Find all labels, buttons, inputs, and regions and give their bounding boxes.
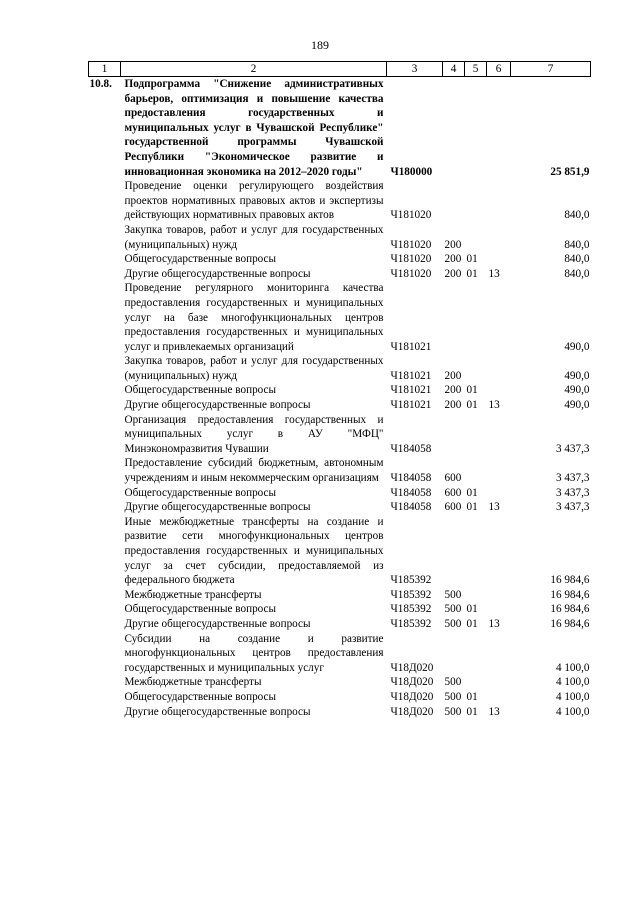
- row-name: Другие общегосударственные вопросы: [124, 501, 311, 514]
- row-expense-type: 500: [444, 603, 462, 616]
- row-amount: 4 100,0: [555, 705, 590, 718]
- row-amount: 25 851,9: [550, 165, 590, 178]
- budget-table: [88, 61, 591, 719]
- row-number: [89, 413, 121, 457]
- table-row: [89, 398, 591, 413]
- row-number: [89, 632, 121, 676]
- row-amount: 840,0: [564, 238, 590, 251]
- row-subsection: 13: [488, 705, 500, 718]
- row-amount: 490,0: [564, 399, 590, 412]
- row-target-code: Ч181021: [390, 399, 432, 412]
- table-row: [89, 602, 591, 617]
- row-name: Межбюджетные трансферты: [124, 588, 262, 601]
- row-subsection: [487, 252, 511, 267]
- row-expense-type: 600: [444, 501, 462, 514]
- row-section: 01: [466, 705, 478, 718]
- column-number-header: [89, 62, 591, 77]
- row-subsection: [487, 486, 511, 501]
- row-number: [89, 252, 121, 267]
- table-row: [89, 486, 591, 501]
- row-number: [89, 223, 121, 252]
- row-name: Другие общегосударственные вопросы: [124, 267, 311, 280]
- table-row: [89, 252, 591, 267]
- row-subsection: [487, 675, 511, 690]
- row-name: Общегосударственные вопросы: [124, 603, 277, 616]
- row-target-code: Ч181021: [390, 340, 432, 353]
- row-section: [465, 281, 487, 354]
- row-amount: 490,0: [564, 384, 590, 397]
- table-row: [89, 179, 591, 223]
- column-header: 7: [511, 62, 591, 77]
- page-number: 189: [311, 38, 329, 52]
- row-target-code: Ч185392: [390, 574, 432, 587]
- row-subsection: [487, 515, 511, 588]
- row-subsection: [487, 588, 511, 603]
- row-expense-type: 200: [444, 267, 462, 280]
- row-expense-type: 500: [444, 617, 462, 630]
- row-expense-type: [443, 515, 465, 588]
- row-name: Другие общегосударственные вопросы: [124, 399, 311, 412]
- row-section: 01: [466, 690, 478, 703]
- row-target-code: Ч18Д020: [390, 690, 434, 703]
- row-amount: 4 100,0: [555, 676, 590, 689]
- row-number: [89, 602, 121, 617]
- row-section: [465, 675, 487, 690]
- row-target-code: Ч181020: [390, 267, 432, 280]
- table-row: [89, 223, 591, 252]
- row-subsection: [487, 413, 511, 457]
- table-row: [89, 705, 591, 720]
- row-expense-type: [443, 281, 465, 354]
- row-amount: 16 984,6: [550, 617, 590, 630]
- row-section: 01: [466, 486, 478, 499]
- row-amount: 3 437,3: [555, 501, 590, 514]
- row-expense-type: [443, 77, 465, 180]
- row-section: [465, 413, 487, 457]
- row-number: [89, 675, 121, 690]
- row-section: [465, 77, 487, 180]
- row-amount: 3 437,3: [555, 472, 590, 485]
- column-header: 3: [387, 62, 443, 77]
- row-section: 01: [466, 603, 478, 616]
- column-header: 6: [487, 62, 511, 77]
- row-name: Проведение оценки регулирующего воздействия проектов нормативных правовых актов и экспертизы действующих нормативных правовых актов: [124, 180, 384, 222]
- column-header: 4: [443, 62, 465, 77]
- table-row: [89, 617, 591, 632]
- row-section: 01: [466, 267, 478, 280]
- row-target-code: Ч181020: [390, 209, 432, 222]
- row-number: 10.8.: [89, 78, 112, 90]
- table-row: [89, 690, 591, 705]
- row-name: Организация предоставления государственных и муниципальных услуг в АУ "МФЦ" Минэкономразвития Чувашии: [124, 413, 384, 455]
- table-row: [89, 515, 591, 588]
- column-header: 2: [121, 62, 387, 77]
- table-row: [89, 588, 591, 603]
- row-target-code: Ч181020: [390, 253, 432, 266]
- row-subsection: [487, 77, 511, 180]
- row-name: Межбюджетные трансферты: [124, 676, 262, 689]
- table-row: [89, 354, 591, 383]
- row-target-code: Ч181021: [390, 369, 432, 382]
- row-number: [89, 456, 121, 485]
- row-number: [89, 500, 121, 515]
- row-expense-type: [443, 179, 465, 223]
- table-row: [89, 383, 591, 398]
- row-amount: 840,0: [564, 253, 590, 266]
- row-section: [465, 179, 487, 223]
- row-number: [89, 179, 121, 223]
- row-subsection: [487, 281, 511, 354]
- row-target-code: Ч185392: [390, 588, 432, 601]
- row-expense-type: 500: [444, 705, 462, 718]
- row-subsection: 13: [488, 617, 500, 630]
- row-number: [89, 588, 121, 603]
- row-name: Иные межбюджетные трансферты на создание и развитие сети многофункциональных центров предоставления государственных и муниципальных услуг за счет субсидии, предоставляемой из федерального бюджета: [124, 515, 384, 587]
- row-subsection: [487, 179, 511, 223]
- row-section: 01: [466, 501, 478, 514]
- row-section: 01: [466, 384, 478, 397]
- row-amount: 16 984,6: [550, 603, 590, 616]
- row-number: [89, 267, 121, 282]
- row-section: [465, 456, 487, 485]
- row-subsection: [487, 690, 511, 705]
- table-row: [89, 267, 591, 282]
- row-amount: 490,0: [564, 369, 590, 382]
- row-name: Предоставление субсидий бюджетным, автономным учреждениям и иным некоммерческим организациям: [124, 457, 384, 485]
- row-target-code: Ч18Д020: [390, 676, 434, 689]
- row-target-code: Ч184058: [390, 501, 432, 514]
- row-amount: 490,0: [564, 340, 590, 353]
- row-name: Общегосударственные вопросы: [124, 384, 277, 397]
- row-target-code: Ч184058: [390, 472, 432, 485]
- row-expense-type: 600: [444, 472, 462, 485]
- row-section: 01: [466, 399, 478, 412]
- row-target-code: Ч185392: [390, 603, 432, 616]
- row-name: Общегосударственные вопросы: [124, 253, 277, 266]
- row-amount: 3 437,3: [555, 486, 590, 499]
- column-header: 5: [465, 62, 487, 77]
- table-row: [89, 675, 591, 690]
- row-section: [465, 632, 487, 676]
- table-row: [89, 413, 591, 457]
- row-expense-type: 200: [444, 384, 462, 397]
- row-target-code: Ч181021: [390, 384, 432, 397]
- row-amount: 4 100,0: [555, 661, 590, 674]
- row-name: Другие общегосударственные вопросы: [124, 617, 311, 630]
- row-name: Общегосударственные вопросы: [124, 690, 277, 703]
- row-target-code: Ч185392: [390, 617, 432, 630]
- row-expense-type: 200: [444, 399, 462, 412]
- row-subsection: [487, 354, 511, 383]
- row-amount: 4 100,0: [555, 690, 590, 703]
- row-number: [89, 690, 121, 705]
- row-number: [89, 383, 121, 398]
- row-name: Подпрограмма "Снижение административных барьеров, оптимизация и повышение качества предоставления государственных и муниципальных услуг в Чувашской Республике" государственной программы Чувашской Республики "Экономическое развитие и инновационная экономика на 2012–2020 годы": [124, 78, 384, 178]
- row-subsection: [487, 602, 511, 617]
- row-number: [89, 354, 121, 383]
- row-expense-type: [443, 632, 465, 676]
- row-subsection: 13: [488, 267, 500, 280]
- row-number: [89, 281, 121, 354]
- row-expense-type: 500: [444, 588, 462, 601]
- column-header: 1: [89, 62, 121, 77]
- row-subsection: 13: [488, 399, 500, 412]
- row-name: Проведение регулярного мониторинга качества предоставления государственных и муниципальных услуг на базе многофункциональных центров предоставления государственных и муниципальных услуг и привлекаемых организаций: [124, 282, 384, 353]
- row-subsection: [487, 632, 511, 676]
- row-name: Закупка товаров, работ и услуг для государственных (муниципальных) нужд: [124, 223, 384, 251]
- row-number: [89, 398, 121, 413]
- row-expense-type: 200: [444, 369, 462, 382]
- row-number: [89, 515, 121, 588]
- row-target-code: Ч184058: [390, 486, 432, 499]
- row-section: [465, 515, 487, 588]
- row-amount: 840,0: [564, 209, 590, 222]
- row-name: Субсидии на создание и развитие многофункциональных центров предоставления государственных и муниципальных услуг: [124, 632, 384, 674]
- row-expense-type: 200: [444, 238, 462, 251]
- row-amount: 16 984,6: [550, 588, 590, 601]
- row-name: Другие общегосударственные вопросы: [124, 705, 311, 718]
- row-target-code: Ч180000: [390, 165, 433, 178]
- row-section: 01: [466, 617, 478, 630]
- row-name: Общегосударственные вопросы: [124, 486, 277, 499]
- row-expense-type: [443, 413, 465, 457]
- row-subsection: 13: [488, 501, 500, 514]
- row-section: [465, 223, 487, 252]
- row-section: 01: [466, 253, 478, 266]
- row-subsection: [487, 223, 511, 252]
- row-number: [89, 705, 121, 720]
- row-target-code: Ч18Д020: [390, 705, 434, 718]
- row-number: [89, 486, 121, 501]
- row-amount: 16 984,6: [550, 574, 590, 587]
- table-row: [89, 500, 591, 515]
- row-name: Закупка товаров, работ и услуг для государственных (муниципальных) нужд: [124, 355, 384, 382]
- row-expense-type: 200: [444, 253, 462, 266]
- row-expense-type: 600: [444, 486, 462, 499]
- row-subsection: [487, 456, 511, 485]
- row-amount: 3 437,3: [555, 442, 590, 455]
- row-subsection: [487, 383, 511, 398]
- row-number: [89, 617, 121, 632]
- row-target-code: Ч181020: [390, 238, 432, 251]
- row-target-code: Ч184058: [390, 442, 432, 455]
- row-expense-type: 500: [444, 676, 462, 689]
- table-row: [89, 632, 591, 676]
- row-target-code: Ч18Д020: [390, 661, 434, 674]
- row-section: [465, 354, 487, 383]
- row-section: [465, 588, 487, 603]
- table-row: [89, 456, 591, 485]
- table-row: [89, 281, 591, 354]
- row-expense-type: 500: [444, 690, 462, 703]
- table-row: [89, 77, 591, 180]
- row-amount: 840,0: [564, 267, 590, 280]
